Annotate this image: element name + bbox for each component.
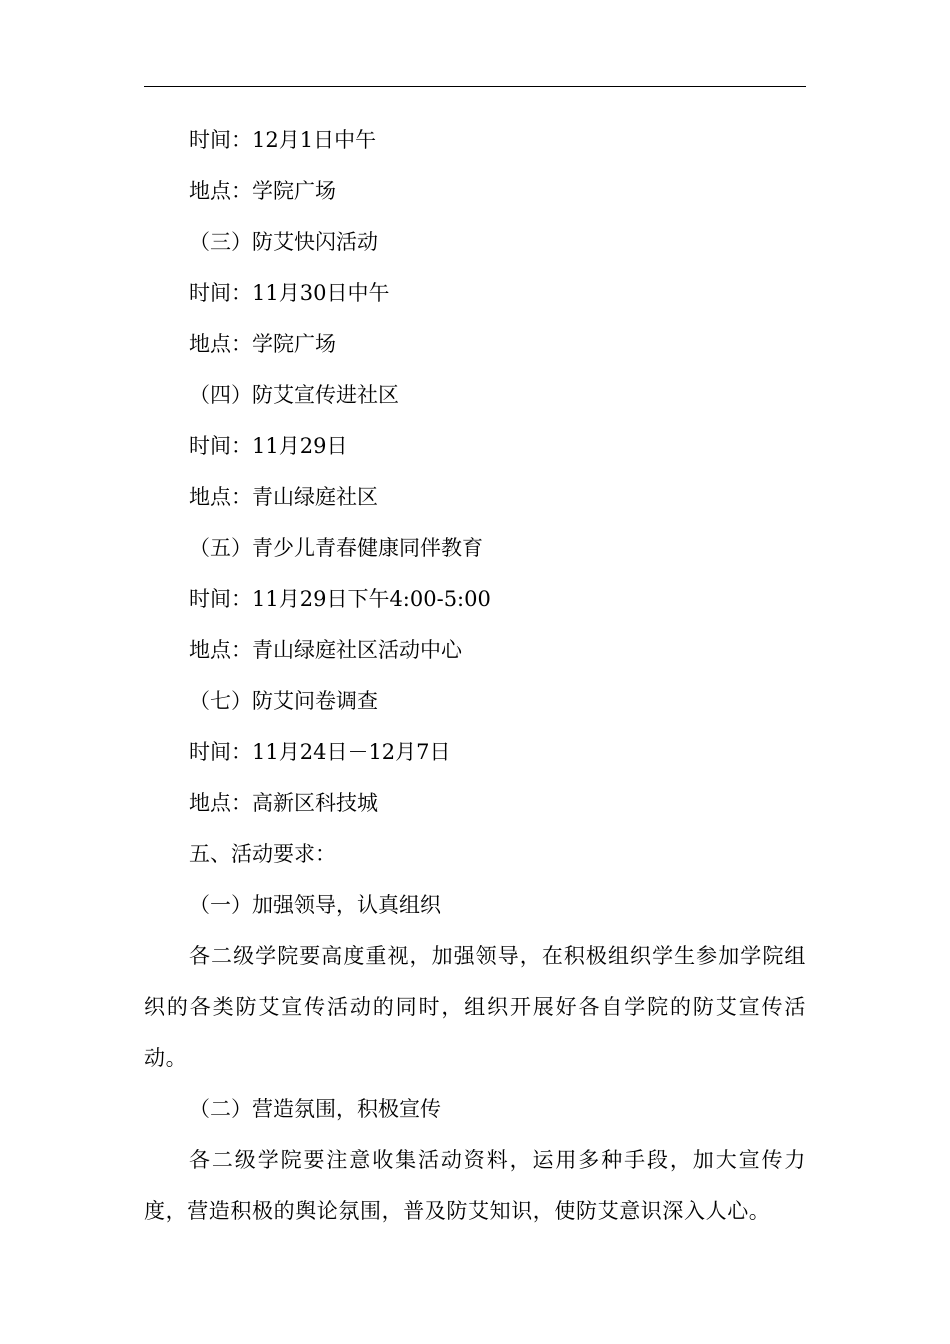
chapter-heading: 五、活动要求： xyxy=(189,842,336,866)
section-heading: （五）青少儿青春健康同伴教育 xyxy=(189,536,483,560)
section-heading: （三）防艾快闪活动 xyxy=(189,230,378,254)
section-heading: （四）防艾宣传进社区 xyxy=(189,383,399,407)
text-line: 地点：青山绿庭社区 xyxy=(189,485,378,509)
section-heading: （一）加强领导，认真组织 xyxy=(189,893,441,917)
body-paragraph: 各二级学院要注意收集活动资料，运用多种手段，加大宣传力度，营造积极的舆论氛围，普及防艾知识，使防艾意识深入人心。 xyxy=(144,1148,806,1223)
section-heading: （二）营造氛围，积极宣传 xyxy=(189,1097,441,1121)
header-rule xyxy=(144,86,806,87)
document-body xyxy=(144,115,806,1237)
text-line: 地点：高新区科技城 xyxy=(189,791,378,815)
text-line: 时间：11月30日中午 xyxy=(189,281,390,305)
text-line: 时间：11月24日－12月7日 xyxy=(189,740,451,764)
text-line: 时间：11月29日 xyxy=(189,434,348,458)
text-line: 地点：学院广场 xyxy=(189,179,336,203)
section-heading: （七）防艾问卷调查 xyxy=(189,689,378,713)
body-paragraph: 各二级学院要高度重视，加强领导，在积极组织学生参加学院组织的各类防艾宣传活动的同时，组织开展好各自学院的防艾宣传活动。 xyxy=(144,944,806,1070)
text-line: 时间：12月1日中午 xyxy=(189,128,377,152)
text-line: 地点：青山绿庭社区活动中心 xyxy=(189,638,462,662)
text-line: 地点：学院广场 xyxy=(189,332,336,356)
text-line: 时间：11月29日下午4:00-5:00 xyxy=(189,587,491,611)
